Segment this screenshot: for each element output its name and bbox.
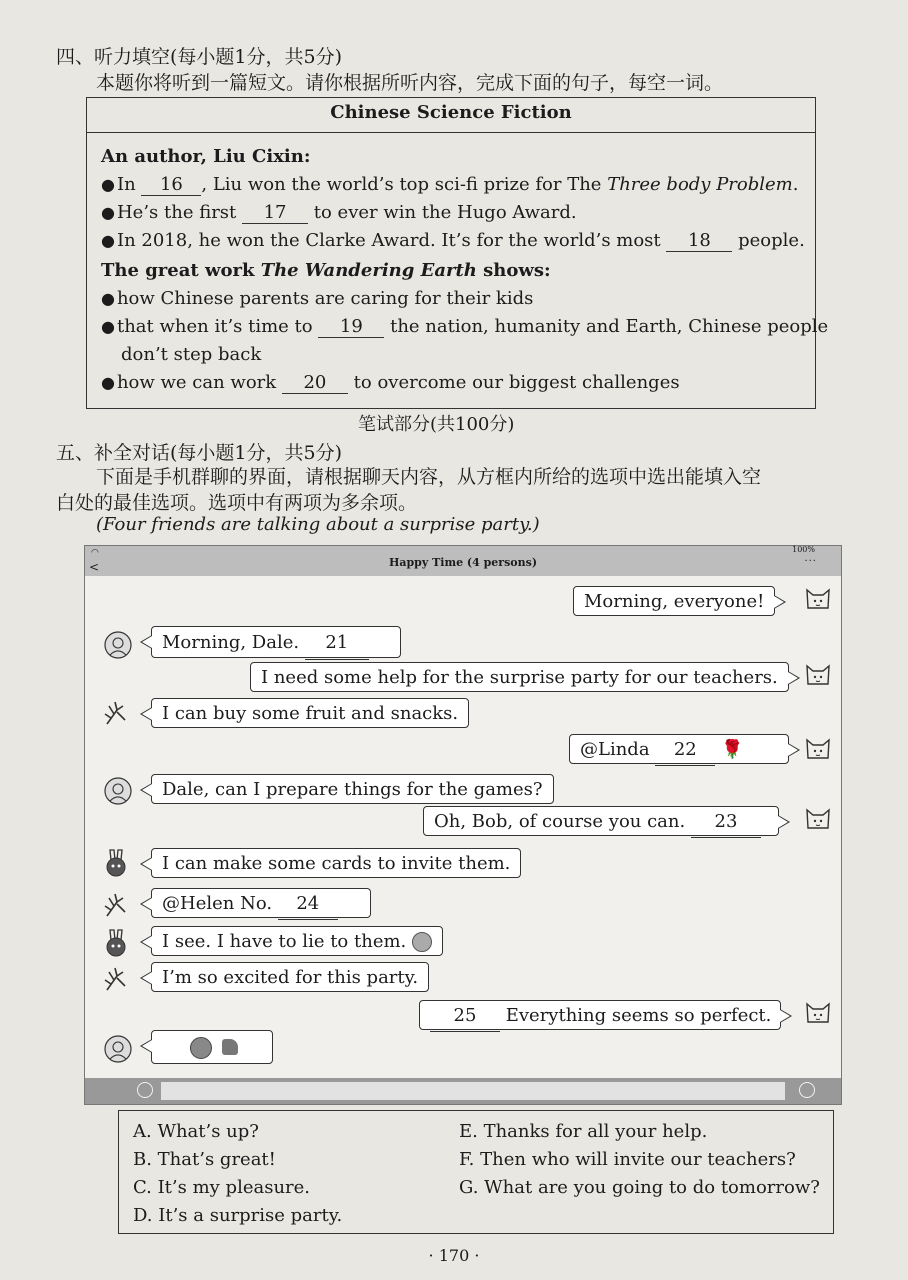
cat-avatar-icon xyxy=(803,804,833,834)
grin-emoji-icon xyxy=(190,1037,212,1059)
item-18: ● In 2018, he won the Clarke Award. It’s for the world’s most 18 people. xyxy=(101,230,805,251)
face-emoji-icon xyxy=(412,932,432,952)
chat-input-bar xyxy=(85,1078,841,1104)
box-title: Chinese Science Fiction xyxy=(330,102,572,123)
written-part-heading: 笔试部分(共100分) xyxy=(358,414,515,435)
bullet-icon: ● xyxy=(101,289,115,308)
bullet-icon: ● xyxy=(101,373,115,392)
option-c: C. It’s my pleasure. xyxy=(133,1177,311,1198)
bullet-icon: ● xyxy=(101,175,115,194)
message-4: I can buy some fruit and snacks. xyxy=(151,698,469,728)
blank-25: 25 xyxy=(430,1001,500,1032)
cat-avatar-icon xyxy=(803,734,833,764)
section5-title: 五、补全对话(每小题1分，共5分) xyxy=(56,442,343,464)
listening-box xyxy=(86,97,829,409)
message-1: Morning, everyone! xyxy=(573,586,775,616)
option-g: G. What are you going to do tomorrow? xyxy=(459,1177,820,1198)
message-2: Morning, Dale. 21 xyxy=(151,626,401,658)
boy-avatar-icon xyxy=(103,776,133,806)
item-17: ● He’s the first 17 to ever win the Hugo Award. xyxy=(101,202,577,223)
message-12: 25 Everything seems so perfect. xyxy=(419,1000,781,1030)
blank-20: 20 xyxy=(282,372,348,394)
blank-22: 22 xyxy=(655,735,715,766)
message-10: I see. I have to lie to them. xyxy=(151,926,443,956)
boy-avatar-icon xyxy=(103,1034,133,1064)
more-icon[interactable]: ··· xyxy=(804,556,817,567)
blank-24: 24 xyxy=(278,889,338,920)
message-3: I need some help for the surprise party for our teachers. xyxy=(250,662,789,692)
message-5: @Linda 22 🌹 xyxy=(569,734,789,764)
options-box xyxy=(118,1110,834,1234)
section5-instruction-2: 白处的最佳选项。选项中有两项为多余项。 xyxy=(56,492,418,514)
boy-avatar-icon xyxy=(103,630,133,660)
option-b: B. That’s great! xyxy=(133,1149,276,1170)
option-a: A. What’s up? xyxy=(133,1121,259,1142)
message-7: Oh, Bob, of course you can. 23 xyxy=(423,806,779,836)
cat-avatar-icon xyxy=(803,660,833,690)
voice-icon[interactable] xyxy=(137,1082,153,1098)
item-20: ● how we can work 20 to overcome our biggest challenges xyxy=(101,372,680,393)
message-8: I can make some cards to invite them. xyxy=(151,848,521,878)
chat-title: Happy Time (4 persons) xyxy=(388,556,538,569)
chat-screen xyxy=(84,545,842,1105)
cat-avatar-icon xyxy=(803,584,833,614)
plant-avatar-icon xyxy=(101,964,131,994)
bullet-icon: ● xyxy=(101,317,115,336)
blank-16: 16 xyxy=(141,174,201,196)
page-number: · 170 · xyxy=(428,1246,480,1265)
rabbit-avatar-icon xyxy=(101,848,131,878)
strong-arm-icon xyxy=(222,1039,238,1055)
chat-header xyxy=(85,546,841,576)
bullet-icon: ● xyxy=(101,203,115,222)
plant-avatar-icon xyxy=(101,698,131,728)
item-19: ● that when it’s time to 19 the nation, humanity and Earth, Chinese people xyxy=(101,316,829,337)
battery-indicator: 100% xyxy=(792,545,815,554)
work-heading: The great work The Wandering Earth shows: xyxy=(101,260,551,281)
option-e: E. Thanks for all your help. xyxy=(459,1121,708,1142)
author-heading: An author, Liu Cixin: xyxy=(101,146,311,167)
section5-instruction-1: 下面是手机群聊的界面，请根据聊天内容，从方框内所给的选项中选出能填入空 xyxy=(96,466,762,488)
section4-instruction: 本题你将听到一篇短文。请你根据所听内容，完成下面的句子，每空一词。 xyxy=(96,72,724,94)
rabbit-avatar-icon xyxy=(101,928,131,958)
wifi-icon: ◠ xyxy=(91,548,99,558)
message-11: I’m so excited for this party. xyxy=(151,962,429,992)
message-input[interactable] xyxy=(161,1082,785,1100)
cat-avatar-icon xyxy=(803,998,833,1028)
title-divider xyxy=(87,132,815,133)
rose-icon: 🌹 xyxy=(721,739,744,760)
bullet-icon: ● xyxy=(101,231,115,250)
message-9: @Helen No. 24 xyxy=(151,888,371,918)
blank-17: 17 xyxy=(242,202,308,224)
item-19-continued: don’t step back xyxy=(121,344,262,365)
blank-19: 19 xyxy=(318,316,384,338)
blank-23: 23 xyxy=(691,807,761,838)
message-6: Dale, can I prepare things for the games? xyxy=(151,774,554,804)
option-d: D. It’s a surprise party. xyxy=(133,1205,343,1226)
emoji-button-icon[interactable] xyxy=(799,1082,815,1098)
blank-21: 21 xyxy=(305,627,369,660)
option-f: F. Then who will invite our teachers? xyxy=(459,1149,796,1170)
back-arrow-icon[interactable]: < xyxy=(89,560,100,574)
message-13 xyxy=(151,1030,273,1064)
section4-title: 四、听力填空(每小题1分，共5分) xyxy=(56,46,343,68)
blank-18: 18 xyxy=(666,230,732,252)
work-item-1: ● how Chinese parents are caring for their kids xyxy=(101,288,534,309)
item-16: ● In 16 , Liu won the world’s top sci-fi prize for The Three body Problem. xyxy=(101,174,799,195)
plant-avatar-icon xyxy=(101,890,131,920)
section5-context: (Four friends are talking about a surprise party.) xyxy=(96,514,540,535)
